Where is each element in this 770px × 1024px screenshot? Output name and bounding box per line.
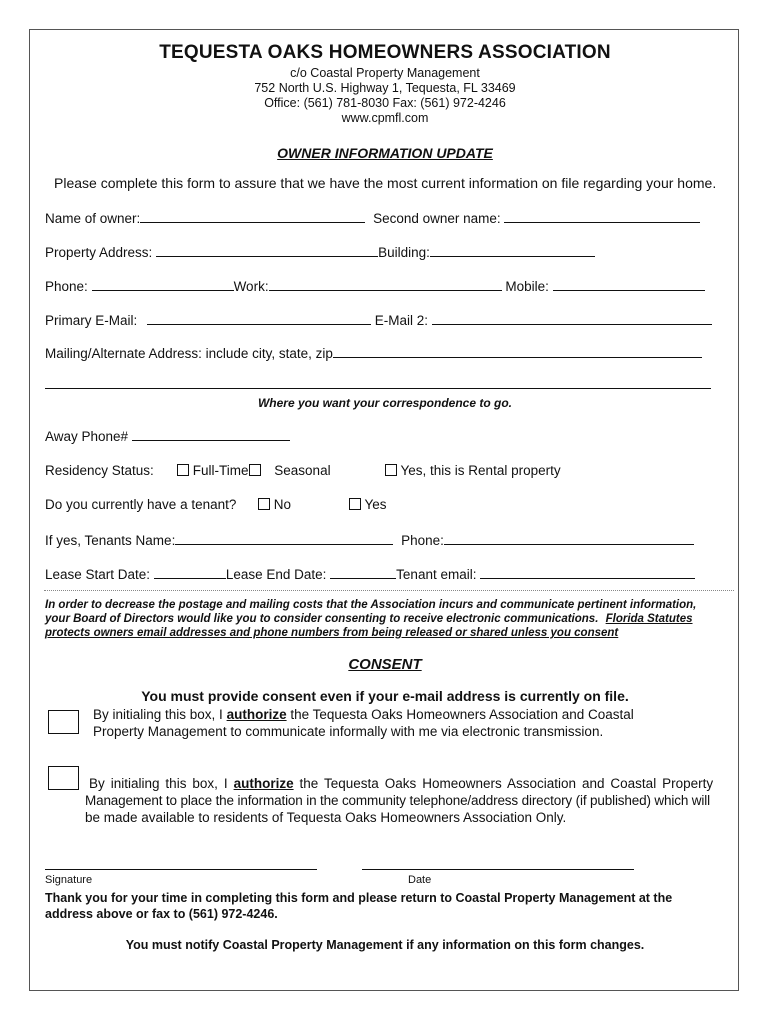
- consent-item-2-line-3: be made available to residents of Tequesta Oaks Homeowners Association Only.: [85, 810, 567, 825]
- building-field[interactable]: [430, 244, 595, 257]
- second-owner-label: Second owner name:: [373, 211, 501, 226]
- tenant-yes-option: [349, 497, 387, 512]
- signature-line[interactable]: [45, 869, 317, 870]
- email2-field[interactable]: [432, 312, 712, 325]
- property-address-row: [45, 244, 595, 260]
- website-line: www.cpmfl.com: [341, 111, 429, 125]
- date-line[interactable]: [362, 869, 634, 870]
- thanks-line-2: address above or fax to (561) 972-4246.: [45, 907, 278, 921]
- consent-must-provide: You must provide consent even if your e-mail address is currently on file.: [141, 688, 629, 704]
- phone-row: [45, 278, 705, 294]
- office-fax-line: Office: (561) 781-8030 Fax: (561) 972-4246: [264, 96, 506, 110]
- residency-status-row: [45, 463, 154, 478]
- tenant-no-label: No: [273, 497, 292, 512]
- consent-initial-box-1[interactable]: [48, 710, 79, 734]
- florida-statutes-text: Florida Statutes: [605, 613, 693, 625]
- email-row: [45, 312, 712, 328]
- tenant-no-checkbox[interactable]: [258, 498, 270, 510]
- rental-checkbox[interactable]: [385, 464, 397, 476]
- tenants-name-row: [45, 532, 694, 548]
- lease-start-label: Lease Start Date:: [45, 567, 151, 582]
- lease-row: [45, 566, 695, 582]
- tenant-yes-label: Yes: [364, 497, 387, 512]
- away-phone-field[interactable]: [132, 428, 290, 441]
- away-phone-label: Away Phone#: [45, 429, 129, 444]
- tenant-no-option: [258, 497, 291, 512]
- mailing-address-row: [45, 345, 702, 361]
- tenants-name-field[interactable]: [175, 532, 393, 545]
- phone-label: Phone:: [45, 279, 88, 294]
- consent-item-2-line-2: Management to place the information in the community telephone/address directory (if published) which will: [85, 793, 710, 808]
- rental-option: [385, 463, 561, 478]
- work-field[interactable]: [269, 278, 502, 291]
- work-label: Work:: [233, 279, 269, 294]
- tenant-question-label: Do you currently have a tenant?: [45, 497, 237, 512]
- mailing-address-line2[interactable]: [45, 388, 711, 389]
- mobile-field[interactable]: [553, 278, 705, 291]
- notice-line-3: protects owners email addresses and phone numbers from being released or shared unless you consent: [45, 627, 619, 639]
- seasonal-label: Seasonal: [274, 463, 331, 478]
- notice-line-2-text: your Board of Directors would like you to consider consenting to receive electronic communications.: [45, 613, 599, 625]
- signature-label: Signature: [45, 874, 93, 886]
- consent-item-2: [89, 775, 713, 792]
- primary-email-field[interactable]: [147, 312, 371, 325]
- consent-initial-box-2[interactable]: [48, 766, 79, 790]
- consent-item-2-pre: By initialing this box, I: [89, 776, 228, 791]
- property-address-field[interactable]: [156, 244, 378, 257]
- seasonal-checkbox[interactable]: [249, 464, 261, 476]
- mobile-label: Mobile:: [505, 279, 549, 294]
- association-title: TEQUESTA OAKS HOMEOWNERS ASSOCIATION: [159, 42, 611, 63]
- notice-line-1: In order to decrease the postage and mailing costs that the Association incurs and communicate pertinent information,: [45, 599, 697, 611]
- consent-title: CONSENT: [348, 656, 422, 673]
- authorize-text-2: authorize: [233, 776, 294, 791]
- building-label: Building:: [378, 245, 430, 260]
- tenant-phone-field[interactable]: [444, 532, 694, 545]
- tenant-email-label: Tenant email:: [396, 567, 477, 582]
- residency-status-label: Residency Status:: [45, 463, 154, 478]
- lease-end-field[interactable]: [330, 566, 396, 579]
- tenant-email-field[interactable]: [480, 566, 695, 579]
- owner-name-field[interactable]: [140, 210, 365, 223]
- full-time-checkbox[interactable]: [177, 464, 189, 476]
- email2-label: E-Mail 2:: [374, 313, 429, 328]
- notice-divider: [44, 590, 734, 591]
- tenant-question-row: [45, 497, 236, 512]
- lease-end-label: Lease End Date:: [225, 567, 327, 582]
- full-time-label: Full-Time: [192, 463, 249, 478]
- consent-item-1-pre: By initialing this box, I: [93, 707, 223, 722]
- rental-label: Yes, this is Rental property: [400, 463, 561, 478]
- mailing-address-label: Mailing/Alternate Address: include city, state, zip: [45, 346, 333, 361]
- tenant-phone-label: Phone:: [401, 533, 444, 548]
- owner-name-label: Name of owner:: [45, 211, 141, 226]
- consent-item-1: [93, 706, 634, 723]
- notify-text: You must notify Coastal Property Management if any information on this form changes.: [125, 938, 645, 952]
- property-address-label: Property Address:: [45, 245, 153, 260]
- thanks-line-1: Thank you for your time in completing this form and please return to Coastal Property Management at the: [45, 891, 673, 905]
- date-label: Date: [408, 874, 432, 886]
- owner-name-row: [45, 210, 700, 226]
- tenant-yes-checkbox[interactable]: [349, 498, 361, 510]
- consent-item-1-post: the Tequesta Oaks Homeowners Association and Coastal: [290, 707, 634, 722]
- full-time-option: [177, 463, 331, 478]
- mailing-address-field[interactable]: [333, 345, 702, 358]
- street-address: 752 North U.S. Highway 1, Tequesta, FL 33469: [254, 81, 516, 95]
- phone-field[interactable]: [92, 278, 234, 291]
- primary-email-label: Primary E-Mail:: [45, 313, 138, 328]
- authorize-text-1: authorize: [226, 707, 287, 722]
- lease-start-field[interactable]: [154, 566, 226, 579]
- care-of-line: c/o Coastal Property Management: [290, 66, 480, 80]
- consent-item-1-line-2: Property Management to communicate informally with me via electronic transmission.: [93, 724, 604, 739]
- notice-line-2: [45, 612, 693, 626]
- correspondence-note: Where you want your correspondence to go.: [257, 396, 513, 410]
- tenants-name-label: If yes, Tenants Name:: [45, 533, 176, 548]
- away-phone-row: [45, 428, 290, 444]
- intro-text: Please complete this form to assure that we have the most current information on file regarding your home.: [54, 175, 717, 191]
- form-title: OWNER INFORMATION UPDATE: [277, 145, 493, 161]
- consent-item-2-post: the Tequesta Oaks Homeowners Association and Coastal Property: [299, 776, 714, 791]
- second-owner-field[interactable]: [504, 210, 700, 223]
